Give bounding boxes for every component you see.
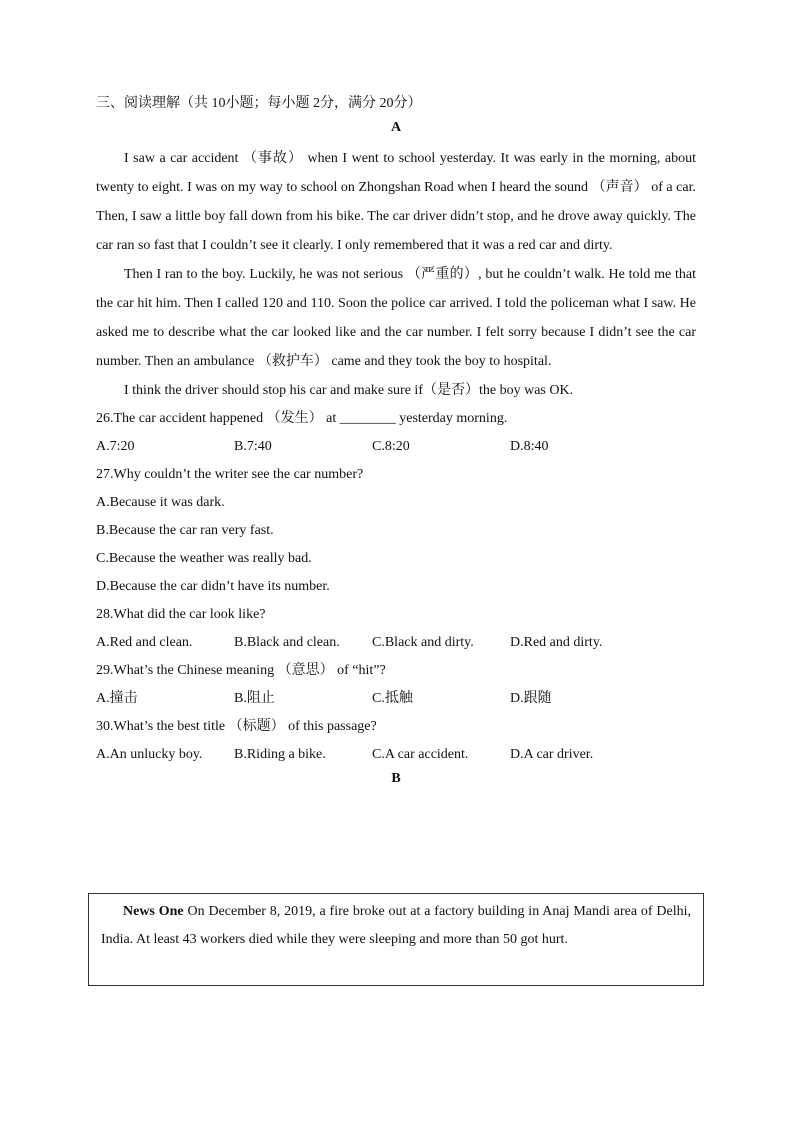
option-c[interactable]: C.A car accident. (372, 747, 469, 762)
part-a-label: A (390, 120, 402, 135)
option-d[interactable]: D.8:40 (510, 439, 549, 454)
option-a[interactable]: A.Red and clean. (96, 635, 193, 650)
option-a[interactable]: A.An unlucky boy. (96, 747, 203, 762)
option-d[interactable]: D.跟随 (510, 691, 552, 706)
option-c[interactable]: C.8:20 (372, 439, 410, 454)
question-stem: 28.What did the car look like? (96, 607, 266, 622)
passage-paragraph: I think the driver should stop his car and make sure if（是否）the boy was OK. (124, 383, 574, 398)
passage-a (96, 144, 696, 405)
option-b[interactable]: B.Black and clean. (234, 635, 340, 650)
question-30 (96, 713, 696, 769)
news-box (88, 893, 704, 986)
passage-paragraph: I saw a car accident （事故） when I went to school yesterday. It was early in the morning, about twenty to eight. I was on my way to school on Zhongshan Road when I heard the sound （声音） of a car. Then, I saw a little boy fall down from his bike. The car driver didn’t stop, and he drove away quickly. The car ran so fast that I couldn’t see it clearly. I only remembered that it was a red car and dirty. (96, 151, 696, 253)
option-c[interactable]: C.抵触 (372, 691, 413, 706)
question-27 (96, 461, 696, 601)
question-stem: 26.The car accident happened （发生） at ________ yesterday morning. (96, 411, 508, 426)
option-d[interactable]: D.A car driver. (510, 747, 594, 762)
option-c[interactable]: C.Black and dirty. (372, 635, 474, 650)
option-a[interactable]: A.7:20 (96, 439, 135, 454)
worksheet-page (96, 94, 696, 789)
question-26 (96, 405, 696, 461)
options-row (96, 629, 696, 657)
option-a[interactable]: A.撞击 (96, 691, 138, 706)
options-row (96, 685, 696, 713)
option-d[interactable]: D.Because the car didn’t have its number. (96, 579, 330, 594)
section-heading: 三、阅读理解（共 10小题；每小题 2分，满分 20分） (96, 96, 422, 111)
news-paragraph (101, 898, 691, 954)
question-stem: 27.Why couldn’t the writer see the car number? (96, 467, 364, 482)
part-b-label: B (391, 771, 401, 786)
question-29 (96, 657, 696, 713)
news-text: On December 8, 2019, a fire broke out at a factory building in Anaj Mandi area of Delhi, India. At least 43 workers died while they were sleeping and more than 50 got hurt. (101, 904, 691, 947)
option-b[interactable]: B.阻止 (234, 691, 275, 706)
news-heading: News One (123, 904, 184, 919)
option-b[interactable]: B.Because the car ran very fast. (96, 523, 274, 538)
options-row (96, 741, 696, 769)
options-column (96, 489, 696, 601)
option-c[interactable]: C.Because the weather was really bad. (96, 551, 312, 566)
options-row (96, 433, 696, 461)
option-b[interactable]: B.Riding a bike. (234, 747, 326, 762)
question-28 (96, 601, 696, 657)
passage-paragraph: Then I ran to the boy. Luckily, he was not serious （严重的）, but he couldn’t walk. He told me that the car hit him. Then I called 120 and 110. Soon the police car arrived. I told the policeman what I saw. He asked me to describe what the car looked like and the car number. I felt sorry because I didn’t see the car number. Then an ambulance （救护车） came and they took the boy to hospital. (96, 267, 696, 369)
option-d[interactable]: D.Red and dirty. (510, 635, 603, 650)
question-stem: 29.What’s the Chinese meaning （意思） of “hit”? (96, 663, 386, 678)
question-stem: 30.What’s the best title （标题） of this passage? (96, 719, 377, 734)
option-b[interactable]: B.7:40 (234, 439, 272, 454)
option-a[interactable]: A.Because it was dark. (96, 495, 225, 510)
